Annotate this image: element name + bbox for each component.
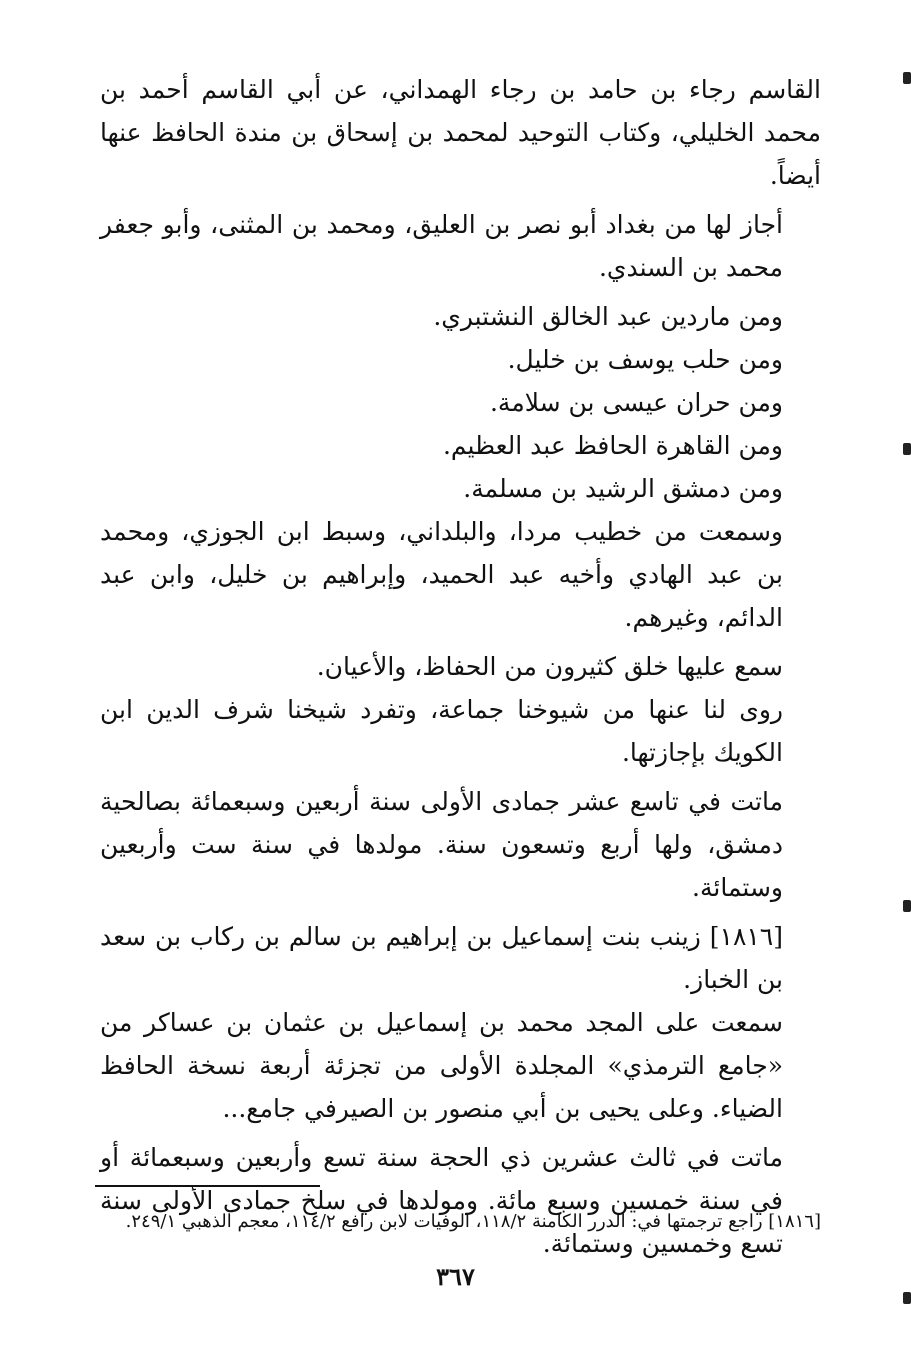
paragraph: ومن حران عيسى بن سلامة. (489, 388, 783, 417)
edge-mark (903, 72, 911, 84)
edge-mark (903, 1292, 911, 1304)
edge-mark (903, 443, 911, 455)
paragraph: سمعت على المجد محمد بن إسماعيل بن عثمان بن عساكر من «جامع الترمذي» المجلدة الأولى من تجزئة أربعة نسخة الحافظ الضياء. وعلى يحيى بن أبي منصور بن الصيرفي جامع... (100, 1008, 783, 1123)
paragraph: سمع عليها خلق كثيرون من الحفاظ، والأعيان. (316, 652, 783, 681)
paragraph: روى لنا عنها من شيوخنا جماعة، وتفرد شيخنا شرف الدين ابن الكويك بإجازتها. (100, 695, 783, 767)
paragraph: وسمعت من خطيب مردا، والبلداني، وسبط ابن الجوزي، ومحمد بن عبد الهادي وأخيه عبد الحميد، وإبراهيم بن خليل، وابن عبد الدائم، وغيرهم. (100, 517, 783, 632)
edge-mark (903, 900, 911, 912)
paragraph: ماتت في ثالث عشرين ذي الحجة سنة تسع وأربعين وسبعمائة أو في سنة خمسين وسبع مائة. ومولدها في سلخ جمادى الأولى سنة تسع وخمسين وستمائة. (100, 1143, 783, 1258)
footnote-separator (95, 1185, 320, 1187)
paragraph: القاسم رجاء بن حامد بن رجاء الهمداني، عن أبي القاسم أحمد بن محمد الخليلي، وكتاب التوحيد لمحمد بن إسحاق بن مندة الحافظ عنها أيضاً. (100, 75, 821, 190)
paragraph: ومن دمشق الرشيد بن مسلمة. (463, 474, 783, 503)
page-number: ٣٦٧ (436, 1262, 475, 1291)
paragraph: أجاز لها من بغداد أبو نصر بن العليق، ومحمد بن المثنى، وأبو جعفر محمد بن السندي. (100, 210, 783, 282)
paragraph: ومن القاهرة الحافظ عبد العظيم. (442, 431, 783, 460)
main-text (100, 68, 821, 1265)
footnote: [١٨١٦] راجع ترجمتها في: الدرر الكامنة ١١٨/٢، الوفيات لابن رافع ١١٤/٢، معجم الذهبي ٢٤٩/١. (125, 1211, 821, 1232)
paragraph: ومن ماردين عبد الخالق النشتبري. (433, 302, 783, 331)
paragraph: [١٨١٦] زينب بنت إسماعيل بن إبراهيم بن سالم بن ركاب بن سعد بن الخباز. (100, 922, 783, 994)
paragraph: ماتت في تاسع عشر جمادى الأولى سنة أربعين وسبعمائة بصالحية دمشق، ولها أربع وتسعون سنة. مولدها في سنة ست وأربعين وستمائة. (100, 787, 783, 902)
paragraph: ومن حلب يوسف بن خليل. (507, 345, 783, 374)
